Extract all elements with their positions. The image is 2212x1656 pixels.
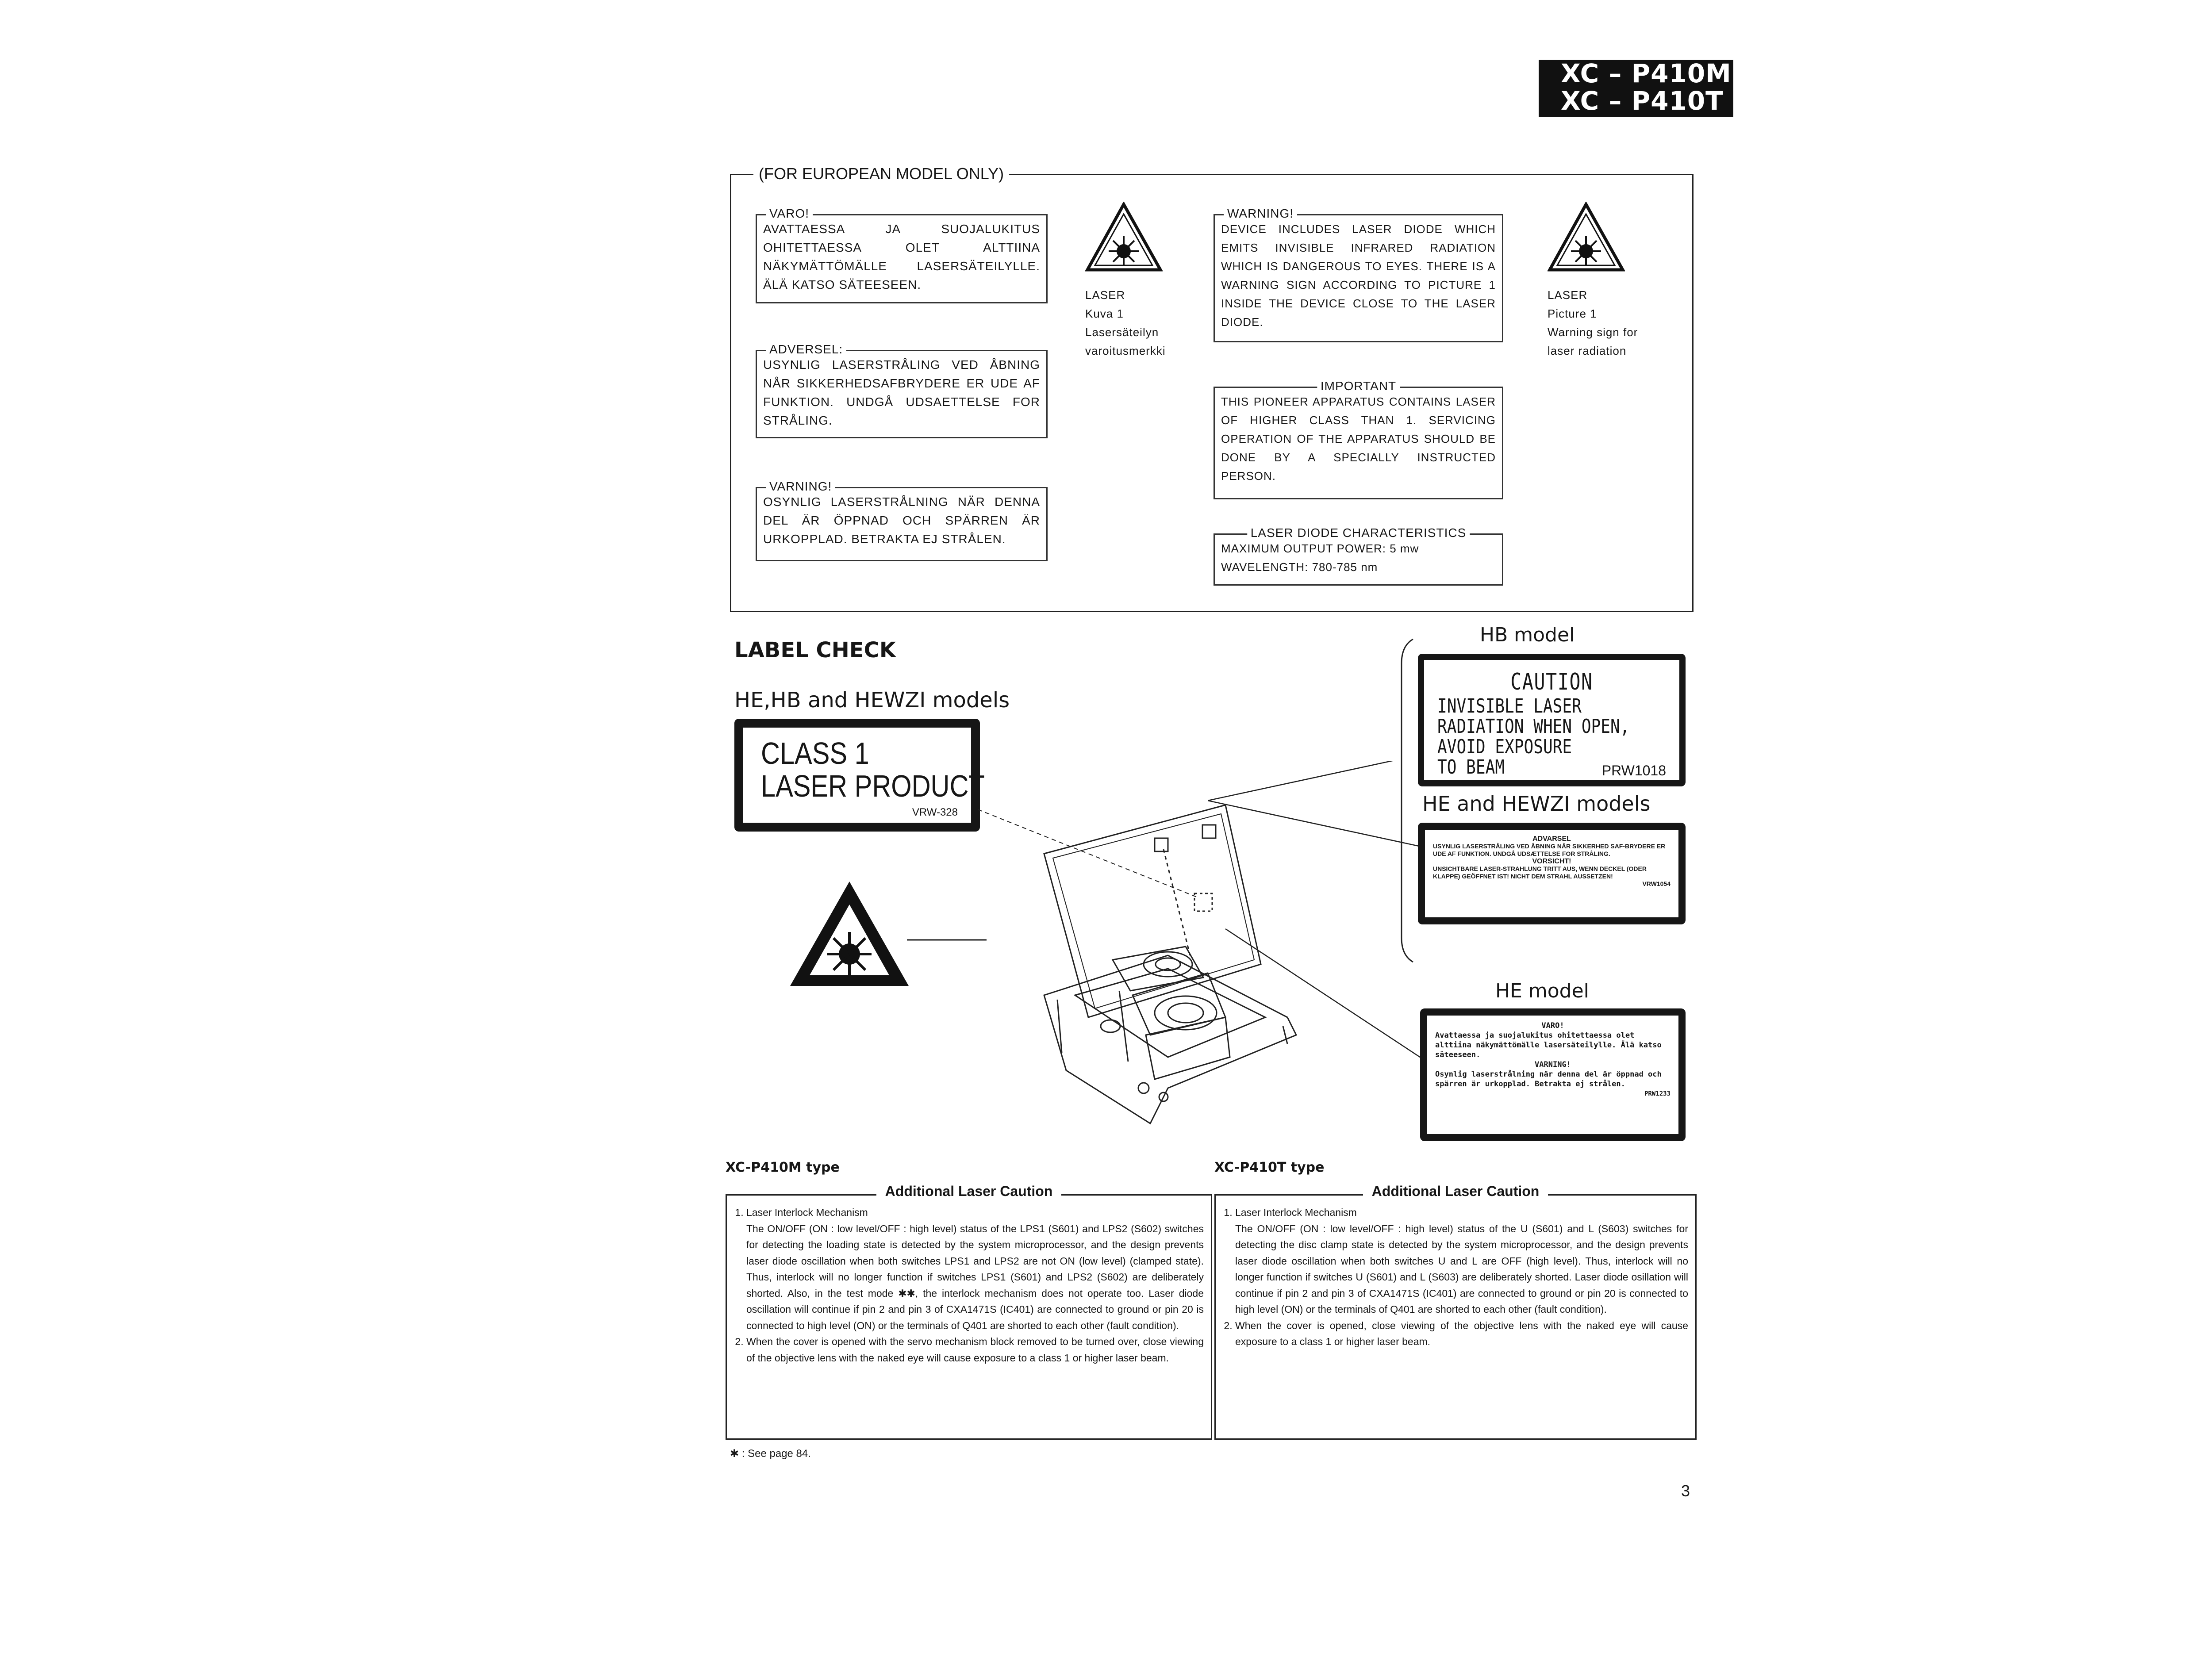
laser-label-triangle-icon — [787, 878, 989, 989]
hb-label-code: PRW1018 — [1601, 763, 1666, 778]
bracket — [1398, 637, 1416, 964]
varning-text: OSYNLIG LASERSTRÅLNING NÄR DENNA DEL ÄR ÖPPNAD OCH SPÄRREN ÄR URKOPPLAD. BETRAKTA EJ STRÅLEN. — [763, 495, 1040, 546]
caution-m-item-2 — [746, 1334, 1204, 1366]
caution-t-item-2 — [1235, 1318, 1688, 1350]
varning-box — [756, 479, 1048, 561]
caution-t-type: XC-P410T type — [1214, 1160, 1325, 1175]
european-model-frame — [730, 165, 1694, 612]
diode-power: MAXIMUM OUTPUT POWER: 5 mw — [1221, 542, 1419, 555]
hewzi-label-code: VRW1054 — [1642, 880, 1671, 887]
important-text: THIS PIONEER APPARATUS CONTAINS LASER OF HIGHER CLASS THAN 1. SERVICING OPERATION OF THE APPARATUS SHOULD BE DONE BY A SPECIALLY INSTRUCTED PERSON. — [1221, 395, 1496, 483]
he-model-heading: HE model — [1495, 980, 1589, 1002]
hewzi-label-text2: UNSICHTBARE LASER-STRAHLUNG TRITT AUS, WENN DECKEL (ODER KLAPPE) GEÖFFNET IST! NICHT DEM STRAHL AUSSETZEN! — [1433, 865, 1647, 880]
hewzi-label-title1: ADVARSEL — [1532, 835, 1571, 843]
warning-text: DEVICE INCLUDES LASER DIODE WHICH EMITS INVISIBLE INFRARED RADIATION WHICH IS DANGEROUS TO EYES. THERE IS A WARNING SIGN ACCORDING TO PICTURE 1 INSIDE THE DEVICE CLOSE TO THE LASER DIODE. — [1221, 222, 1496, 329]
he-hb-hewzi-heading: HE,HB and HEWZI models — [734, 688, 1010, 713]
hewzi-label-text1: USYNLIG LASERSTRÅLING VED ÅBNING NÅR SIKKERHED SAF-BRYDERE ER UDE AF FUNKTION. UNDGÅ UDSÆTTELSE FOR STRÅLING. — [1433, 843, 1666, 857]
caution-m-title: Additional Laser Caution — [876, 1183, 1062, 1199]
hb-label-line1: INVISIBLE LASER — [1437, 695, 1582, 717]
caution-t-item-1 — [1235, 1204, 1688, 1318]
he-label-text1: Avattaessa ja suojalukitus ohitettaessa olet alttiina näkymättömälle lasersäteilylle. Älä katso säteeseen. — [1435, 1031, 1662, 1059]
he-label-content — [1435, 1021, 1671, 1099]
hb-label-line3: AVOID EXPOSURE — [1437, 736, 1572, 758]
hb-label-line2: RADIATION WHEN OPEN, — [1437, 715, 1630, 738]
he-hewzi-heading: HE and HEWZI models — [1422, 792, 1651, 816]
diode-title: LASER DIODE CHARACTERISTICS — [1247, 525, 1470, 541]
caution-m-type: XC-P410M type — [726, 1160, 840, 1175]
caution-m-item-1 — [746, 1204, 1204, 1334]
class1-line1: CLASS 1 — [761, 736, 869, 770]
caution-t-title: Additional Laser Caution — [1363, 1183, 1548, 1199]
warning-title: WARNING! — [1224, 206, 1297, 222]
hewzi-label-content — [1433, 835, 1671, 888]
class1-line2: LASER PRODUCT — [761, 769, 985, 803]
adversel-box — [756, 342, 1048, 438]
diode-characteristics-box — [1214, 526, 1503, 586]
caution-t-item2-text: When the cover is opened, close viewing of the objective lens with the naked eye will cause exposure to a class 1 or higher laser beam. — [1235, 1319, 1688, 1347]
model-badge — [1539, 60, 1733, 117]
hb-label-title: CAUTION — [1510, 669, 1593, 695]
class1-label — [734, 719, 985, 832]
he-label-text2: Osynlig laserstrålning när denna del är öppnad och spärren är urkopplad. Betrakta ej strålen. — [1435, 1070, 1662, 1089]
important-title: IMPORTANT — [1317, 378, 1400, 394]
hb-model-heading: HB model — [1480, 624, 1575, 646]
varo-text: AVATTAESSA JA SUOJALUKITUS OHITETTAESSA OLET ALTTIINA NÄKYMÄTTÖMÄLLE LASERSÄTEILYLLE. ÄLÄ KATSO SÄTEESEEN. — [763, 222, 1040, 291]
laser-warning-icon — [1085, 202, 1163, 272]
diode-wavelength: WAVELENGTH: 780-785 nm — [1221, 560, 1378, 574]
laser-warning-icon — [1548, 202, 1625, 272]
adversel-title: ADVERSEL: — [766, 341, 846, 357]
he-label — [1420, 1008, 1686, 1141]
class1-code: VRW-328 — [912, 806, 958, 818]
hewzi-label — [1418, 823, 1686, 924]
caution-t-box — [1214, 1183, 1697, 1440]
important-box — [1214, 379, 1503, 499]
caution-m-item1-title: 1. Laser Interlock Mechanism — [746, 1207, 868, 1218]
caution-m-item2-text: When the cover is opened with the servo mechanism block removed to be turned over, close viewing of the objective lens with the naked eye will cause exposure to a class 1 or higher laser beam. — [746, 1336, 1204, 1364]
caution-t-item1-title: 1. Laser Interlock Mechanism — [1235, 1207, 1357, 1218]
model-line-1: XC – P410M — [1561, 58, 1732, 88]
varo-title: VARO! — [766, 206, 813, 222]
varo-box — [756, 207, 1048, 303]
picture-caption: LASER Picture 1 Warning sign for laser radiation — [1548, 288, 1638, 357]
hb-label-line4: TO BEAM — [1437, 756, 1505, 778]
european-frame-title: (FOR EUROPEAN MODEL ONLY) — [753, 165, 1009, 183]
he-label-code: PRW1233 — [1644, 1090, 1671, 1097]
caution-t-item1-text: The ON/OFF (ON : low level/OFF : high level) status of the U (S601) and L (S603) switches for detecting the disc clamp state is detected by the system microprocessor, and the design prevents laser diode oscillation when both switches U and L are OFF (high level). Thus, interlock will no longer function if switches U (S601) and L (S603) are deliberately shorted. Laser diode osillation will continue if pin 2 and pin 3 of CXA1471S (IC401) are connected to ground or pin 20 is connected to high level (ON) or the terminals of Q401 are shorted to each other (fault condition). — [1235, 1223, 1688, 1315]
adversel-text: USYNLIG LASERSTRÅLING VED ÅBNING NÅR SIKKERHEDSAFBRYDERE ER UDE AF FUNKTION. UNDGÅ UDSAETTELSE FOR STRÅLING. — [763, 358, 1040, 427]
model-line-2: XC – P410T — [1561, 86, 1724, 116]
label-check-title: LABEL CHECK — [734, 638, 896, 663]
varning-title: VARNING! — [766, 479, 835, 494]
kuva-caption: LASER Kuva 1 Lasersäteilyn varoitusmerkki — [1085, 288, 1166, 357]
caution-m-box — [726, 1183, 1212, 1440]
he-label-title1: VARO! — [1541, 1021, 1564, 1030]
he-label-title2: VARNING! — [1535, 1060, 1571, 1069]
caution-m-item1-text: The ON/OFF (ON : low level/OFF : high level) status of the LPS1 (S601) and LPS2 (S602) switches for detecting the loading state is detected by the system microprocessor, and the design prevents laser diode oscillation when both switches LPS1 and LPS2 are not ON (low level) (clamped state). Thus, interlock will no longer function if switches LPS1 (S601) and LPS2 (S602) are deliberately shorted. Also, in the test mode ✱✱, the interlock mechanism does not operate too. Laser diode oscillation will continue if pin 2 and pin 3 of CXA1471S (IC401) are connected to ground or pin 20 is connected to high level (ON) or the terminals of Q401 are shorted to each other (fault condition). — [746, 1223, 1204, 1331]
hewzi-label-title2: VORSICHT! — [1532, 858, 1571, 865]
warning-box — [1214, 207, 1503, 342]
hb-label — [1418, 654, 1686, 786]
page-number: 3 — [1681, 1482, 1690, 1500]
footnote: ✱ : See page 84. — [730, 1448, 811, 1460]
